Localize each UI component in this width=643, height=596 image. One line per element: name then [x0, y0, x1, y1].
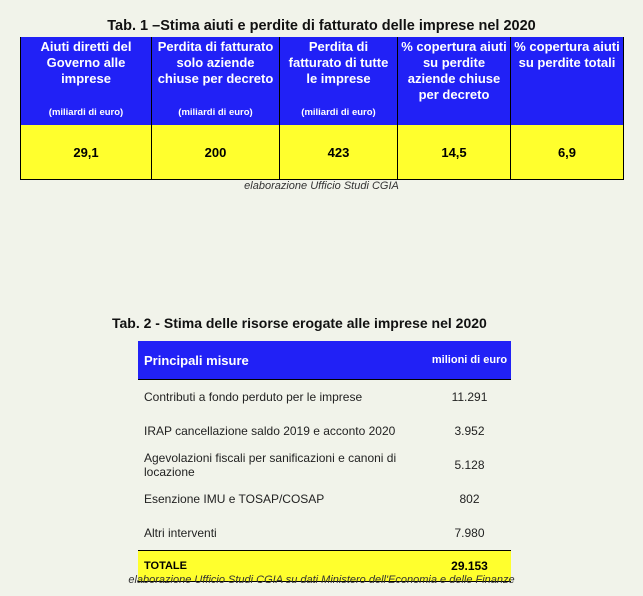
table1-source: elaborazione Ufficio Studi CGIA [244, 180, 399, 192]
measure-label: IRAP cancellazione saldo 2019 e acconto 2020 [144, 424, 396, 438]
header-direct-aid [21, 37, 152, 125]
table2-source: elaborazione Ufficio Studi CGIA su dati Ministero dell'Economia e delle Finanze [128, 574, 515, 586]
measure-value: 5.128 [454, 458, 485, 472]
measure-label: Altri interventi [144, 526, 217, 540]
table2-title: Tab. 2 - Stima delle risorse erogate alle imprese nel 2020 [112, 315, 487, 331]
measure-value: 7.980 [454, 526, 485, 540]
table1-value-row [21, 125, 624, 180]
value-loss-closed-businesses: 200 [152, 125, 280, 180]
measure-label: Esenzione IMU e TOSAP/COSAP [144, 492, 325, 506]
header-label: Perdita di fatturato solo aziende chiuse per decreto [157, 39, 274, 86]
header-loss-all-businesses [280, 37, 398, 125]
total-label: TOTALE [138, 551, 428, 582]
table-row [138, 414, 511, 448]
measure-label: Contributi a fondo perduto per le imprese [144, 390, 363, 404]
value-coverage-closed: 14,5 [398, 125, 511, 180]
table-row [138, 482, 511, 516]
header-million-euro: milioni di euro [428, 341, 511, 380]
header-measures: Principali misure [138, 341, 428, 380]
total-value: 29.153 [428, 551, 511, 582]
table-row [138, 380, 511, 415]
header-label: Aiuti diretti del Governo alle imprese [40, 39, 132, 86]
header-coverage-closed [398, 37, 511, 125]
resources-table [138, 341, 511, 582]
measure-value: 11.291 [451, 390, 488, 404]
header-unit: (miliardi di euro) [301, 107, 376, 118]
value-direct-aid: 29,1 [21, 125, 152, 180]
header-unit: (miliardi di euro) [48, 107, 124, 118]
measure-label: Agevolazioni fiscali per sanificazioni e canoni di locazione [144, 451, 397, 479]
header-label: % copertura aiuti su perdite totali [514, 39, 620, 70]
table1-header-row [21, 37, 624, 125]
table-row [138, 516, 511, 551]
value-coverage-total: 6,9 [511, 125, 624, 180]
header-loss-closed-businesses [152, 37, 280, 125]
measure-value: 3.952 [454, 424, 485, 438]
table2-header-row [138, 341, 511, 380]
table-row [138, 448, 511, 482]
measure-value: 802 [459, 492, 480, 506]
value-loss-all-businesses: 423 [280, 125, 398, 180]
header-label: Perdita di fatturato di tutte le imprese [288, 39, 389, 86]
table1-title: Tab. 1 –Stima aiuti e perdite di fatturato delle imprese nel 2020 [107, 18, 536, 34]
header-coverage-total [511, 37, 624, 125]
header-label: % copertura aiuti su perdite aziende chiuse per decreto [401, 39, 507, 102]
header-unit: (miliardi di euro) [178, 107, 253, 118]
aid-losses-table [20, 37, 624, 180]
